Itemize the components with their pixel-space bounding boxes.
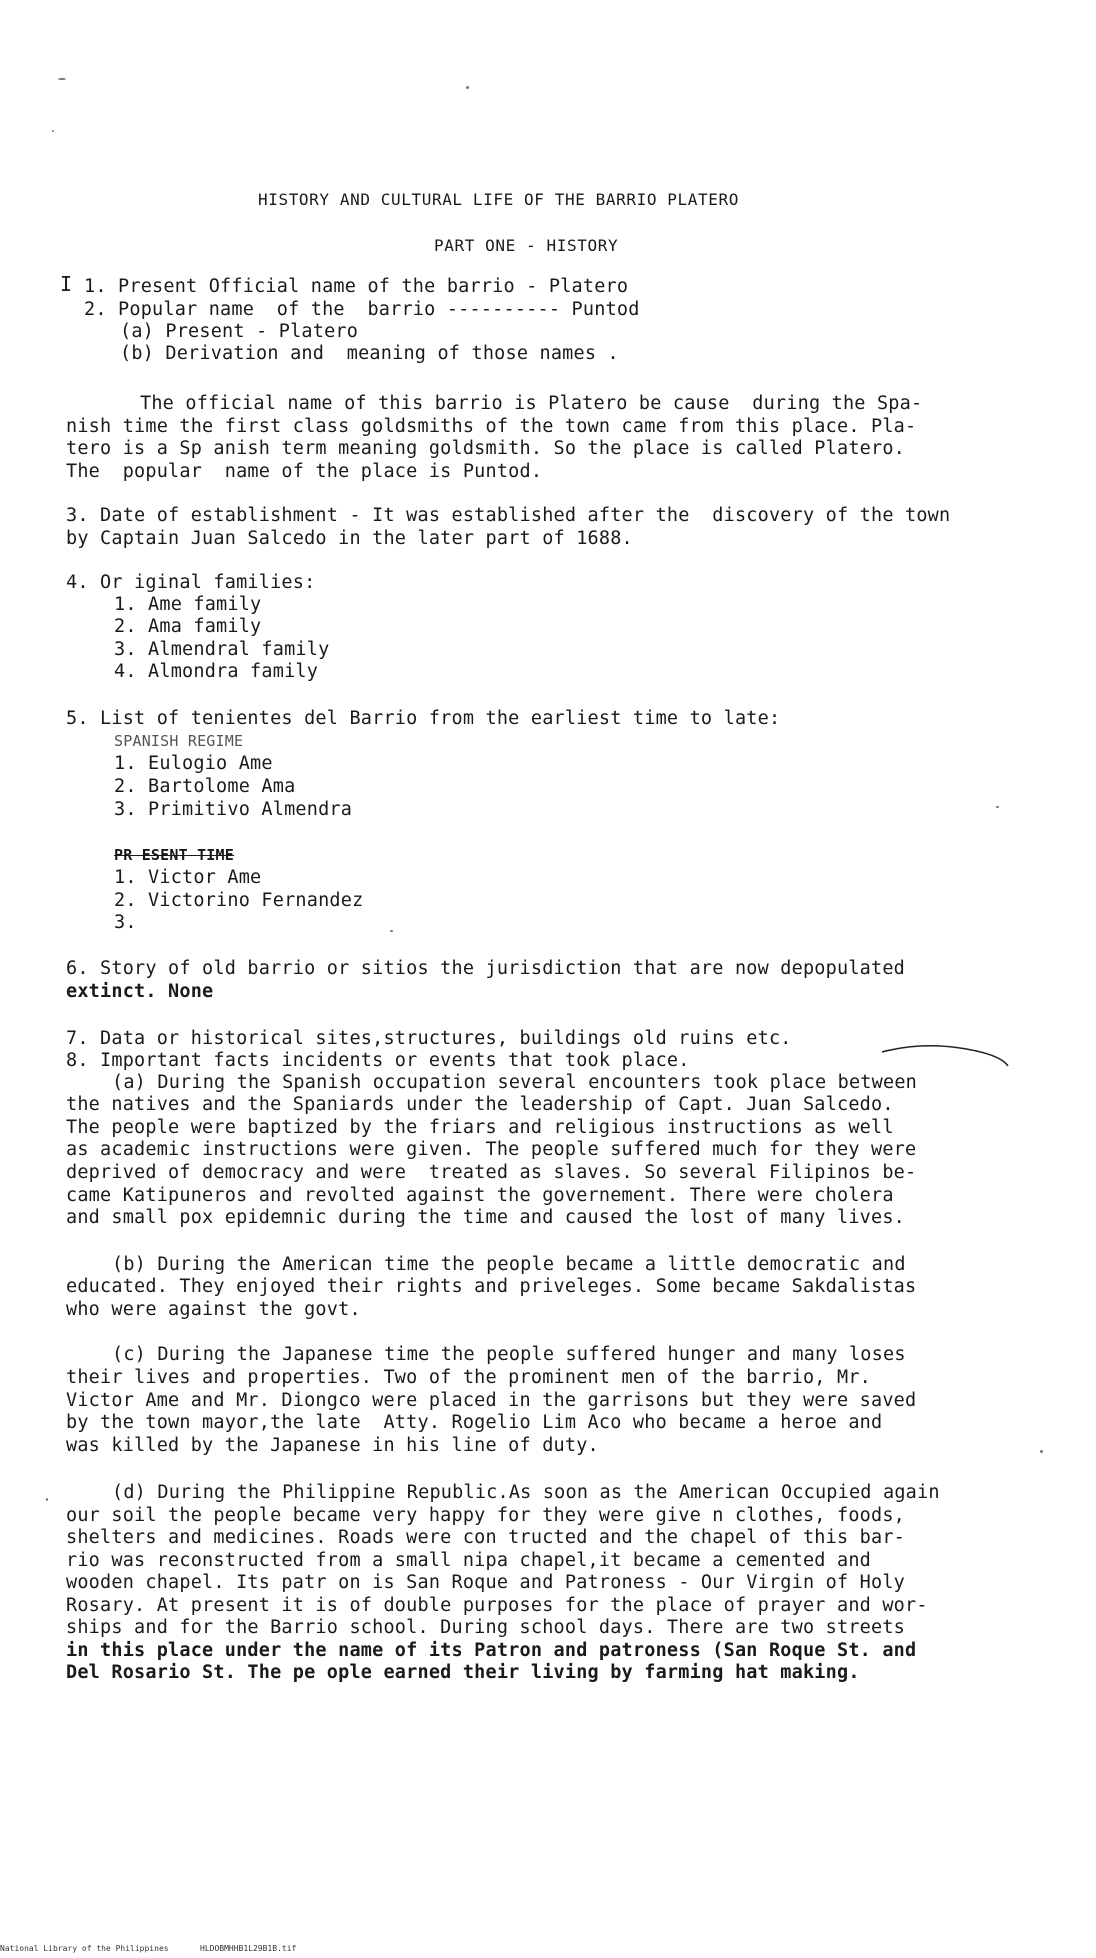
- document-subtitle: PART ONE - HISTORY: [434, 236, 619, 255]
- paragraph-line: The people were baptized by the friars and religious instructions as well: [66, 1117, 894, 1138]
- paragraph-line: as academic instructions were given. The people suffered much for they were: [66, 1139, 917, 1160]
- scan-speck: [52, 130, 54, 132]
- pen-mark: [880, 1040, 1010, 1070]
- list-item: 2. Bartolome Ama: [114, 776, 296, 797]
- document-title: HISTORY AND CULTURAL LIFE OF THE BARRIO PLATERO: [258, 190, 739, 209]
- scan-speck: [390, 930, 393, 932]
- item-official-name: 1. Present Official name of the barrio - Platero: [84, 276, 629, 297]
- item-derivation: (b) Derivation and meaning of those names .: [120, 343, 619, 364]
- paragraph-line: Rosary. At present it is of double purposes for the place of prayer and wor-: [66, 1595, 928, 1616]
- scan-speck: [996, 806, 999, 808]
- list-item: 3. Almendral family: [114, 639, 330, 660]
- paragraph-line: and small pox epidemnic during the time and caused the lost of many lives.: [66, 1207, 906, 1228]
- item-important-facts: 8. Important facts incidents or events that took place.: [66, 1050, 690, 1071]
- paragraph-line: in this place under the name of its Patron and patroness (San Roque St. and: [66, 1640, 917, 1661]
- section-heading-spanish-regime: SPANISH REGIME: [114, 732, 244, 750]
- scan-speck: [1040, 1450, 1043, 1453]
- item-present-name: (a) Present - Platero: [120, 321, 359, 342]
- list-item: 1. Victor Ame: [114, 867, 262, 888]
- list-item: 3. Primitivo Almendra: [114, 799, 353, 820]
- paragraph-line: came Katipuneros and revolted against the governement. There were cholera: [66, 1185, 894, 1206]
- list-item: 4. Almondra family: [114, 661, 319, 682]
- list-item: 2. Ama family: [114, 616, 262, 637]
- paragraph-line: (b) During the American time the people became a little democratic and: [112, 1254, 906, 1275]
- paragraph-line: ships and for the Barrio school. During school days. There are two streets: [66, 1617, 906, 1638]
- paragraph-line: Del Rosario St. The pe ople earned their living by farming hat making.: [66, 1662, 860, 1683]
- paragraph-line: wooden chapel. Its patr on is San Roque and Patroness - Our Virgin of Holy: [66, 1572, 906, 1593]
- paragraph-line: tero is a Sp anish term meaning goldsmith. So the place is called Platero.: [66, 438, 906, 459]
- paragraph-line: (d) During the Philippine Republic.As soon as the American Occupied again: [112, 1482, 940, 1503]
- scan-speck: [46, 1498, 48, 1501]
- paragraph-line: educated. They enjoyed their rights and priveleges. Some became Sakdalistas: [66, 1276, 917, 1297]
- list-item: 2. Victorino Fernandez: [114, 890, 364, 911]
- paragraph-line: nish time the first class goldsmiths of the town came from this place. Pla-: [66, 416, 917, 437]
- paragraph-line: The popular name of the place is Puntod.: [66, 461, 543, 482]
- list-item: 3.: [114, 912, 137, 933]
- scan-speck: [58, 78, 66, 80]
- paragraph-line: deprived of democracy and were treated as slaves. So several Filipinos be-: [66, 1162, 917, 1183]
- item-tenientes: 5. List of tenientes del Barrio from the earliest time to late:: [66, 708, 781, 729]
- footer-library-name: National Library of the Philippines: [0, 1944, 169, 1953]
- margin-mark: I: [60, 272, 73, 296]
- answer-extinct-none: extinct. None: [66, 981, 214, 1002]
- paragraph-line: rio was reconstructed from a small nipa chapel,it became a cemented and: [66, 1550, 871, 1571]
- scan-speck: [466, 86, 469, 89]
- item-popular-name: 2. Popular name of the barrio ---------- Puntod: [84, 299, 640, 320]
- item-historical-sites: 7. Data or historical sites,structures, buildings old ruins etc.: [66, 1028, 792, 1049]
- paragraph-line: our soil the people became very happy for they were give n clothes, foods,: [66, 1505, 906, 1526]
- paragraph-line: by the town mayor,the late Atty. Rogelio Lim Aco who became a heroe and: [66, 1412, 883, 1433]
- paragraph-line: Victor Ame and Mr. Diongco were placed in the garrisons but they were saved: [66, 1390, 917, 1411]
- list-item: 1. Eulogio Ame: [114, 753, 273, 774]
- item-old-barrio: 6. Story of old barrio or sitios the jurisdiction that are now depopulated: [66, 958, 906, 979]
- item-date-established: 3. Date of establishment - It was established after the discovery of the town: [66, 505, 951, 526]
- paragraph-line: (a) During the Spanish occupation several encounters took place between: [112, 1072, 917, 1093]
- paragraph-line: who were against the govt.: [66, 1299, 361, 1320]
- paragraph-line: The official name of this barrio is Platero be cause during the Spa-: [140, 393, 923, 414]
- paragraph-line: the natives and the Spaniards under the leadership of Capt. Juan Salcedo.: [66, 1094, 894, 1115]
- paragraph-line: (c) During the Japanese time the people suffered hunger and many loses: [112, 1344, 906, 1365]
- section-heading-present-time: PR ESENT TIME: [114, 846, 234, 864]
- paragraph-line: shelters and medicines. Roads were con tructed and the chapel of this bar-: [66, 1527, 906, 1548]
- paragraph-line: was killed by the Japanese in his line of duty.: [66, 1435, 599, 1456]
- footer-file-name: HLDOBMHHB1L29B1B.tif: [200, 1944, 297, 1953]
- paragraph-line: their lives and properties. Two of the prominent men of the barrio, Mr.: [66, 1367, 871, 1388]
- paragraph-line: by Captain Juan Salcedo in the later part of 1688.: [66, 528, 633, 549]
- list-item: 1. Ame family: [114, 594, 262, 615]
- item-original-families: 4. Or iginal families:: [66, 572, 316, 593]
